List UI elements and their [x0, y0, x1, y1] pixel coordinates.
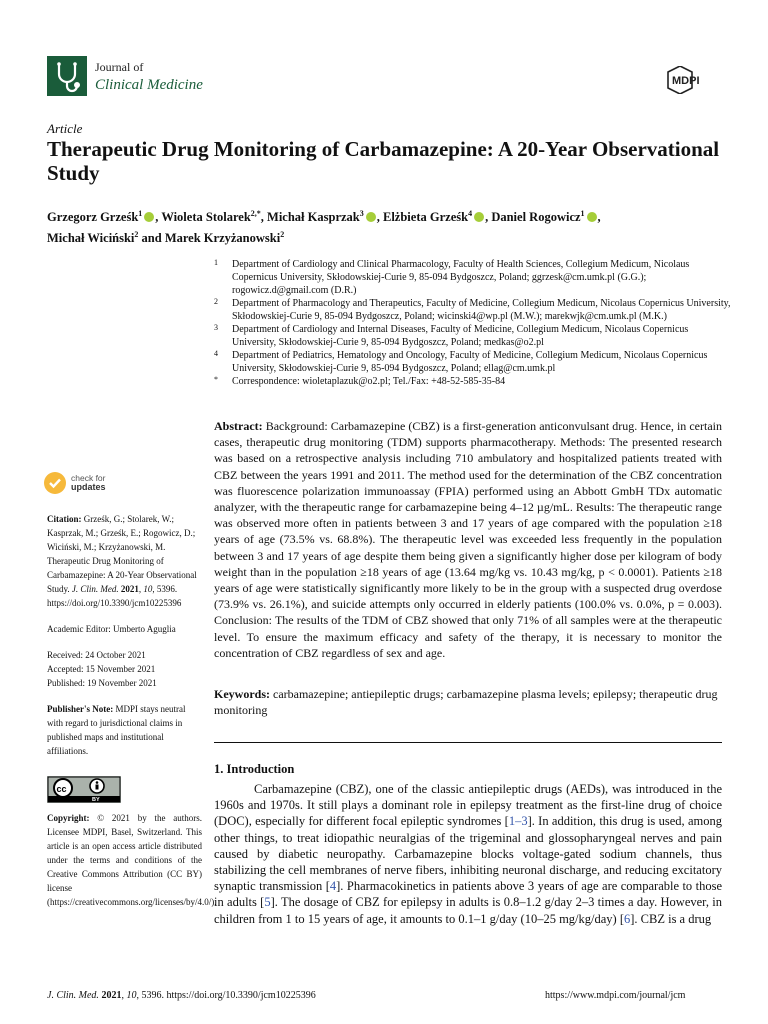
author-name: Elżbieta Grześk — [383, 210, 469, 225]
copyright-text: © 2021 by the authors. Licensee MDPI, Basel, Switzerland. This article is an open access article distributed under the terms and conditions of the Creative Commons Attribution (CC BY) license (https://creativecommons.org/licenses/by/4.0/). — [47, 813, 217, 907]
affiliations — [214, 258, 734, 388]
citation-block: Citation: Grześk, G.; Stolarek, W.; Kasprzak, M.; Grześk, E.; Rogowicz, D.; Wiciński, M.; Krzyżanowski, M. Therapeutic Drug Monitoring of Carbamazepine: A 20-Year Observational Study. J. Clin. Med. 2021, 10, 5396. https://doi.org/10.3390/jcm10225396 — [47, 514, 197, 608]
check-for-updates-badge[interactable] — [43, 470, 202, 496]
affiliation-text: Department of Cardiology and Clinical Pharmacology, Faculty of Health Sciences, Collegium Medicum, Nicolaus Copernicus University, Skłodowskiej-Curie 9, 85-094 Bydgoszcz, Poland; ggrzesk@cm.umk.pl (G.G.); rogowicz.d@gmail.com (D.R.) — [232, 259, 690, 296]
published-date: Published: 19 November 2021 — [47, 678, 157, 688]
journal-of-label: Journal of — [95, 60, 144, 74]
author-name: Michał Wiciński — [47, 231, 135, 246]
check-updates-icon — [43, 470, 67, 496]
affiliation-number: * — [214, 375, 218, 384]
reference-link[interactable]: 5 — [264, 895, 271, 910]
author-affil: 2,* — [250, 209, 261, 218]
cc-by-license-icon[interactable] — [47, 776, 121, 803]
affiliation-number: 3 — [214, 323, 218, 332]
keywords-label: Keywords: — [214, 687, 270, 701]
correspondence-item — [214, 375, 734, 388]
introduction-paragraph — [214, 781, 722, 927]
publisher-note-label: Publisher's Note: — [47, 704, 114, 714]
author-name: Daniel Rogowicz — [491, 210, 581, 225]
keywords-text: carbamazepine; antiepileptic drugs; carbamazepine plasma levels; epilepsy; therapeutic drug monitoring — [214, 687, 718, 718]
author-affil: 1 — [580, 209, 585, 218]
svg-text:cc: cc — [56, 784, 67, 794]
authors-and: and — [141, 231, 162, 246]
citation-volume: 10 — [143, 584, 153, 594]
citation-label: Citation: — [47, 514, 82, 524]
author-list: Grzegorz Grześk$^1$ , Wioleta Stolarek$^{2,*}$, Michał Kasprzak$^3$ , Elżbieta Grześk$^4$ , Daniel Rogowicz$^1$ , Michał Wiciński$^2$ and Marek Krzyżanowski$^2$ — [47, 209, 601, 246]
author-affil: 2 — [134, 230, 139, 240]
copyright-label: Copyright: — [47, 813, 90, 823]
affiliation-item — [214, 349, 734, 375]
academic-editor: Academic Editor: Umberto Aguglia — [47, 624, 176, 634]
journal-logo-icon — [47, 56, 87, 96]
correspondence-text: Correspondence: wioletaplazuk@o2.pl; Tel./Fax: +48-52-585-35-84 — [232, 376, 506, 387]
abstract — [214, 418, 722, 661]
mdpi-wordmark: MDPI — [672, 75, 700, 87]
abstract-text: Background: Carbamazepine (CBZ) is a first-generation anticonvulsant drug. Hence, in certain cases, therapeutic drug monitoring (TDM) supports pharmacotherapy. Methods: The presented research was based on a retrospective analysis including 710 ambulatory and hospitalized patients treated with CBZ between the years 1991 and 2011. The method used for the determination of the CBZ concentration was fluorescence polarization immunoassay (FPIA) performed using an Abbott GmbH TDx automatic analyzer, with the therapeutic range for carbamazepine being 4–12 µg/mL. Results: The therapeutic range was observed more often in patients between 3 and 17 years of age compared with the population ≥18 years of age (73.5% vs. 68.8%). The therapeutic level was exceeded less frequently in the population between 3 and 17 years of age despite them being given a significantly higher dose per kilogram of body weight than in the population ≥18 years of age (13.64 mg/kg vs. 10.43 mg/kg, p < 0.0001). Patients ≥18 years of age were statistically significantly more likely to be in the group with a suspected drug overdose (73.9% vs. 26.1%), and suicide attempts only occurred in elderly patients (100.0% vs. 0.0%, p = 0.003). Conclusion: The results of the TDM of CBZ showed that only 71% of all samples were at the therapeutic level. To ensure the maximum efficacy and safety of the therapy, it is necessary to monitor the concentration of CBZ regardless of sex and age. — [214, 419, 722, 660]
footer-journal-url[interactable]: https://www.mdpi.com/journal/jcm — [545, 990, 686, 1001]
footer-year: 2021 — [101, 990, 122, 1001]
article-type: Article — [47, 121, 83, 136]
footer-journal: J. Clin. Med. — [47, 990, 99, 1001]
affiliation-number: 4 — [214, 349, 218, 358]
author-name: Marek Krzyżanowski — [164, 231, 281, 246]
cc-by-label: BY — [92, 797, 100, 803]
article-title: Therapeutic Drug Monitoring of Carbamazepine: A 20-Year Observational Study — [47, 137, 720, 185]
academic-editor-block — [47, 622, 202, 636]
reference-link[interactable]: 4 — [329, 879, 337, 894]
author-affil: 1 — [138, 209, 143, 218]
citation-year: 2021 — [120, 584, 139, 594]
received-date: Received: 24 October 2021 — [47, 650, 146, 660]
orcid-icon[interactable] — [366, 212, 376, 222]
check-for-label: check for — [71, 473, 106, 483]
author-name: Grzegorz Grześk — [47, 210, 139, 225]
publisher-note-text: MDPI stays neutral with regard to jurisdictional claims in published maps and institutional affiliations. — [47, 704, 186, 756]
orcid-icon[interactable] — [587, 212, 597, 222]
affiliation-text: Department of Pharmacology and Therapeutics, Faculty of Medicine, Collegium Medicum, Nicolaus Copernicus University, Skłodowskiej-Curie 9, 85-094 Bydgoszcz, Poland; wicinski4@wp.pl (M.W.); marekwjk@cm.umk.pl (M.K.) — [232, 298, 731, 322]
citation-text: Grześk, G.; Stolarek, W.; Kasprzak, M.; Grześk, E.; Rogowicz, D.; Wiciński, M.; Krzyżanowski, M. Therapeutic Drug Monitoring of Carbamazepine: A 20-Year Observational Study. — [47, 514, 197, 594]
intro-text: ]. CBZ is a drug — [630, 911, 712, 926]
author-name: Michał Kasprzak — [267, 210, 360, 225]
footer-volume: 10 — [126, 990, 137, 1001]
updates-label: updates — [71, 482, 106, 492]
footer-citation: J. Clin. Med. 2021, 10, 5396. https://doi.org/10.3390/jcm10225396 — [47, 990, 316, 1001]
reference-link[interactable]: 6 — [624, 911, 631, 926]
affiliation-item — [214, 258, 734, 297]
citation-journal: J. Clin. Med. — [71, 584, 119, 594]
publisher-note-block — [47, 702, 202, 758]
copyright-block — [47, 811, 217, 909]
intro-text: ]. In addition, this drug is used, among other things, to treat idiopathic neuralgias of the trigeminal and glossopharyngeal nerves and pain caused by diabetic neuropathy. Carbamazepine blocks voltage-gated sodium channels, thus stabilizing the cell membranes of nerve fibers, inhibiting neuronal discharge, and reducing excitatory synaptic transmission [ — [214, 814, 722, 894]
affiliation-text: Department of Cardiology and Internal Diseases, Faculty of Medicine, Collegium Medicum, Nicolaus Copernicus University, Skłodowskiej-Curie 9, 85-094 Bydgoszcz, Poland; medkas@o2.pl — [232, 324, 689, 348]
affiliation-text: Department of Pediatrics, Hematology and Oncology, Faculty of Medicine, Collegium Medicum, Nicolaus Copernicus University, Skłodowskiej-Curie 9, 85-094 Bydgoszcz, Poland; ellag@cm.umk.pl — [232, 350, 708, 374]
affiliation-item — [214, 297, 734, 323]
dates-block — [47, 648, 202, 690]
author-affil: 2 — [280, 230, 285, 240]
mdpi-logo-icon — [666, 66, 724, 94]
intro-text: Carbamazepine (CBZ), one of the classic antiepileptic drugs (AEDs), was introduced in the 1960s and 1970s. It still plays a dominant role in epilepsy treatment as the first-line drug of choice (DOC), especially for different focal epileptic syndromes [ — [214, 782, 722, 829]
author-affil: 3 — [359, 209, 364, 218]
accepted-date: Accepted: 15 November 2021 — [47, 664, 156, 674]
intro-text: ]. The dosage of CBZ for epilepsy in adults is 0.8–1.2 g/day 2–3 times a day. However, in children from 1 to 15 years of age, it amounts to 0.1–1 g/day (10–25 mg/kg/day) [ — [214, 895, 722, 926]
affiliation-item — [214, 323, 734, 349]
reference-link[interactable]: 1–3 — [508, 814, 528, 829]
citation-doi[interactable]: , 5396. https://doi.org/10.3390/jcm10225396 — [47, 584, 182, 608]
affiliation-number: 1 — [214, 258, 218, 267]
sidebar — [47, 470, 217, 921]
intro-text: ]. Pharmacokinetics in patients above 3 years of age are comparable to those in adults [ — [214, 879, 722, 910]
keywords — [214, 686, 722, 718]
orcid-icon[interactable] — [144, 212, 154, 222]
footer-doi[interactable]: , 5396. https://doi.org/10.3390/jcm10225396 — [136, 990, 316, 1001]
abstract-label: Abstract: — [214, 419, 263, 433]
author-name: Wioleta Stolarek — [161, 210, 251, 225]
journal-name: Clinical Medicine — [95, 77, 203, 93]
section-heading-introduction: 1. Introduction — [214, 762, 295, 776]
author-affil: 4 — [468, 209, 473, 218]
journal-title-block — [95, 58, 203, 94]
affiliation-number: 2 — [214, 297, 218, 306]
section-divider — [214, 742, 722, 743]
orcid-icon[interactable] — [474, 212, 484, 222]
